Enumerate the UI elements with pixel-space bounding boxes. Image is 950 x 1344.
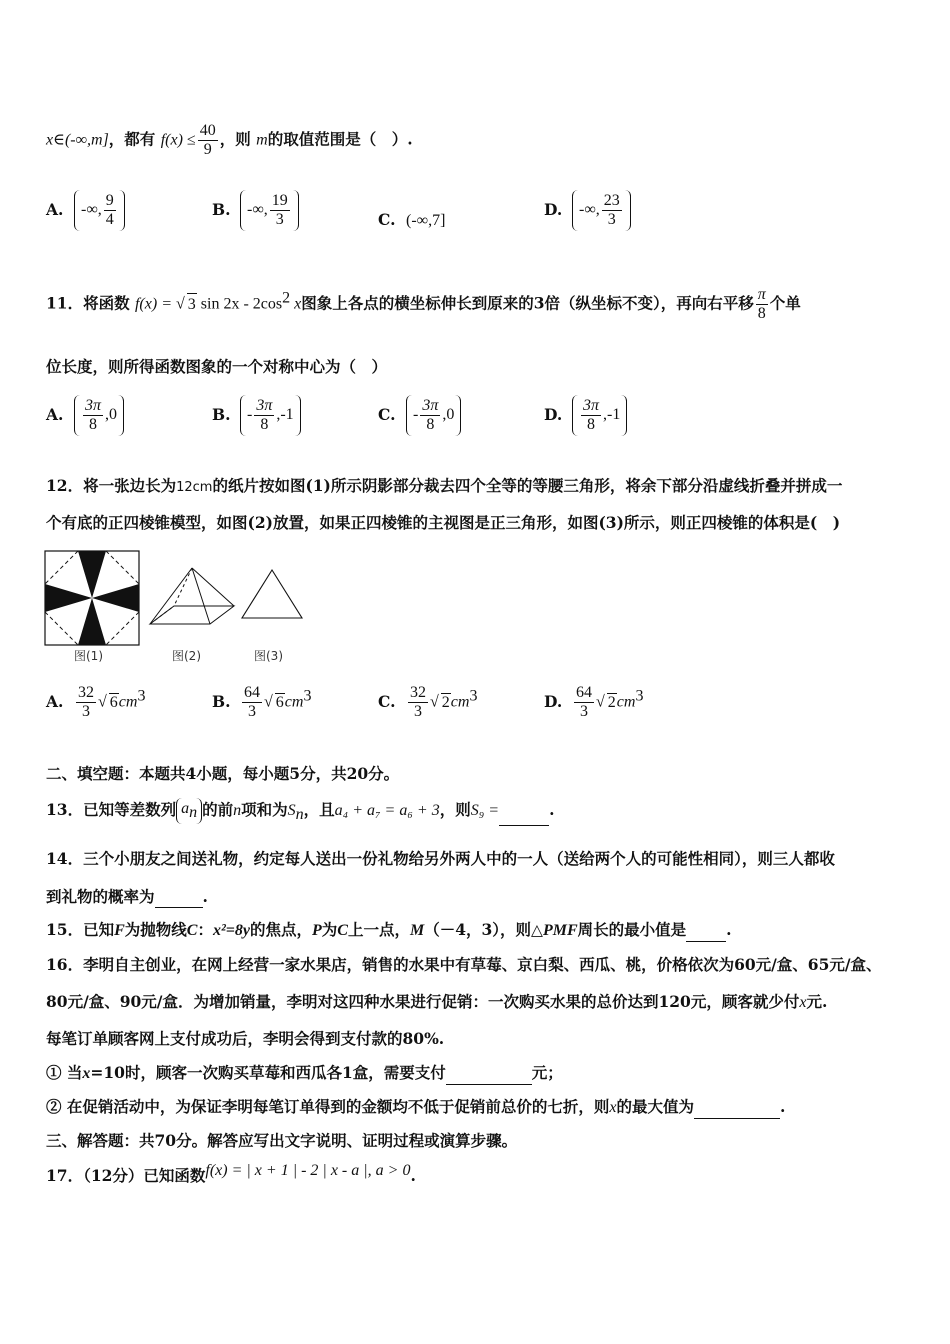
q17-stem: 17．（12分）已知函数f(x) = | x + 1 | - 2 | x - a |, a > 0.	[46, 1162, 416, 1185]
q16-sub2-answer-blank[interactable]	[694, 1096, 780, 1119]
q16-sub1: ① 当x=10时，顾客一次购买草莓和西瓜各1盒，需要支付 元；	[46, 1062, 563, 1085]
q12-stem-line1: 12．将一张边长为12cm的纸片按如图(1)所示阴影部分裁去四个全等的等腰三角形，将余下部分沿虚线折叠并拼成一	[46, 476, 843, 495]
q14-answer-blank[interactable]	[155, 885, 203, 908]
q12-caption-1: 图(1)	[74, 649, 103, 663]
q16-stem-line1: 16．李明自主创业，在网上经营一家水果店，销售的水果中有草莓、京白梨、西瓜、桃，价格依次为60元/盒、65元/盒、	[46, 955, 882, 974]
q12-option-c[interactable]: C. $\frac{32}{3}$ √ $2cm^3$	[378, 684, 478, 720]
q12-caption-3: 图(3)	[254, 649, 283, 663]
q12-stem-line2: 个有底的正四棱锥模型，如图(2)放置，如果正四棱锥的主视图是正三角形，如图(3)所示，则正四棱锥的体积是( )	[46, 513, 841, 532]
q16-sub1-answer-blank[interactable]	[446, 1062, 532, 1085]
q10-option-d[interactable]: D. -∞, $\frac{23}{3}$	[544, 190, 631, 231]
q11-option-a[interactable]: A. $\frac{3\pi}{8}$ ,0	[46, 395, 124, 436]
q16-stem-line2: 80元/盒、90元/盒．为增加销量，李明对这四种水果进行促销：一次购买水果的总价达到120元，顾客就少付x元.	[46, 992, 828, 1011]
section-3-heading: 三、解答题：共70分。解答应写出文字说明、证明过程或演算步骤。	[46, 1131, 518, 1150]
q11-stem-line2: 位长度，则所得函数图象的一个对称中心为（ ）	[46, 357, 388, 376]
q15-stem: 15．已知F为抛物线C：x²=8y的焦点，P为C上一点，M（－4，3），则△PMF周长的最小值是 .	[46, 919, 732, 942]
q10-option-b[interactable]: B. -∞, $\frac{19}{3}$	[212, 190, 299, 231]
q12-option-b[interactable]: B. $\frac{64}{3}$ √ $6cm^3$	[212, 684, 312, 720]
q11-shift-fraction: $\frac{\pi}{8}$	[757, 286, 766, 322]
q13-answer-blank[interactable]	[499, 803, 549, 826]
q12-figure-2	[148, 566, 238, 628]
q10-option-c[interactable]: C. (-∞,7]	[378, 210, 446, 229]
q14-stem-line2: 到礼物的概率为 .	[46, 887, 208, 906]
q10-option-a[interactable]: A. -∞, $\frac{9}{4}$	[46, 190, 125, 231]
q10-stem: x∈(-∞,m]，都有 f(x) ≤ $\frac{40}{9}$ ，则 m的取值范围是（ ）.	[46, 122, 413, 158]
q16-stem-line3: 每笔订单顾客网上支付成功后，李明会得到支付款的80%.	[46, 1029, 445, 1048]
q15-answer-blank[interactable]	[686, 919, 726, 942]
q12-option-a[interactable]: A. $\frac{32}{3}$ √ $6cm^3$	[46, 684, 146, 720]
q14-stem-line1: 14．三个小朋友之间送礼物，约定每人送出一份礼物给另外两人中的一人（送给两个人的可能性相同），则三人都收	[46, 849, 835, 868]
q16-sub2: ② 在促销活动中，为保证李明每笔订单得到的金额均不低于促销前总价的七折，则x的最大值为 .	[46, 1096, 785, 1119]
q12-caption-2: 图(2)	[172, 649, 201, 663]
q10-fraction: $\frac{40}{9}$	[199, 122, 216, 158]
q12-figure-1	[44, 550, 140, 646]
q11-option-b[interactable]: B. - $\frac{3\pi}{8}$ ,-1	[212, 395, 301, 436]
q11-option-d[interactable]: D. $\frac{3\pi}{8}$ ,-1	[544, 395, 627, 436]
q11-stem-line1: 11．将函数 f(x) = √ 3 $\sin 2x - 2\cos^2$ x图象上各点的横坐标伸长到原来的3倍（纵坐标不变），再向右平移 $\frac{\pi}{8}$ 个单	[46, 286, 801, 322]
q12-option-d[interactable]: D. $\frac{64}{3}$ √ $2cm^3$	[544, 684, 644, 720]
q13-stem: 13．已知等差数列 $a_n$ 的前n项和为$S_n$，且a₄ + a₇ = a₆ + 3，则S₉ = .	[46, 798, 554, 826]
q12-figure-3	[240, 568, 304, 620]
q11-option-c[interactable]: C. - $\frac{3\pi}{8}$ ,0	[378, 395, 461, 436]
section-2-heading: 二、填空题：本题共4小题，每小题5分，共20分。	[46, 764, 400, 783]
